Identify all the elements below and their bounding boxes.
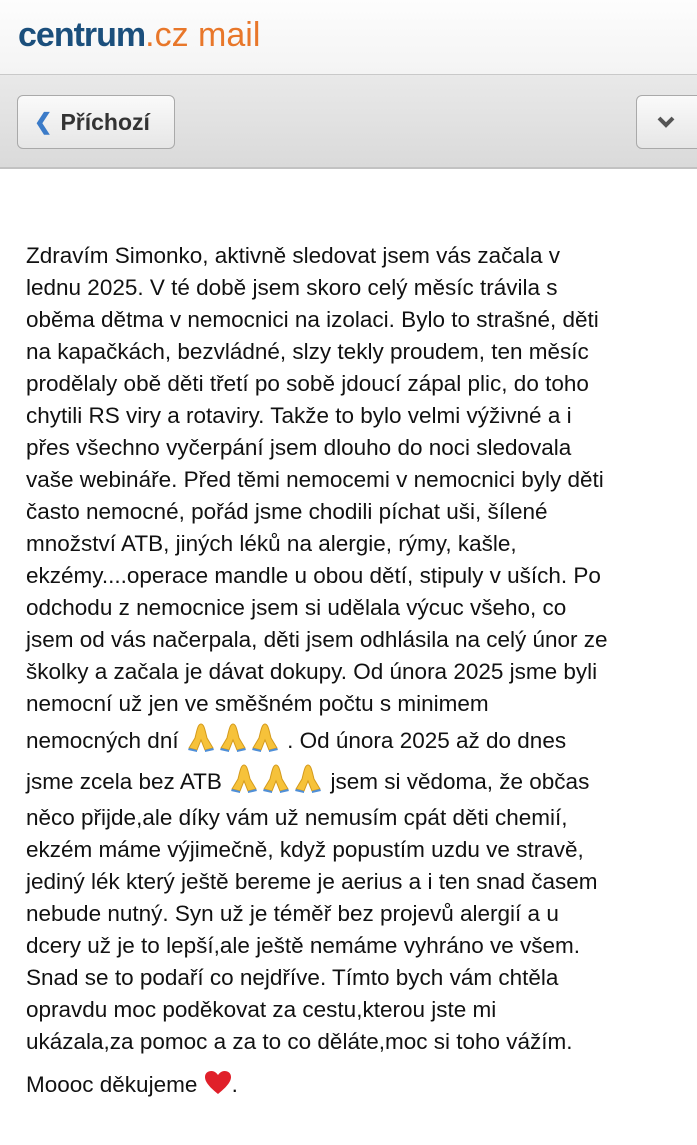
message-line: vaše webináře. Před těmi nemocemi v nemocnici byly děti bbox=[26, 467, 604, 492]
message-line: jediný lék který ještě bereme je aerius a i ten snad časem bbox=[26, 869, 598, 894]
folded-hands-icon bbox=[249, 728, 281, 753]
chevron-down-icon bbox=[657, 116, 675, 128]
message-line: přes všechno vyčerpání jsem dlouho do noci sledovala bbox=[26, 435, 572, 460]
folded-hands-icon bbox=[260, 769, 292, 794]
text: . bbox=[231, 1072, 238, 1097]
message-line: nebude nutný. Syn už je téměř bez projevů alergií a u bbox=[26, 901, 559, 926]
more-options-button[interactable] bbox=[636, 95, 697, 149]
message-line: nemocní už jen ve směšném počtu s minimem bbox=[26, 691, 489, 716]
message-line: množství ATB, jiných léků na alergie, rýmy, kašle, bbox=[26, 531, 517, 556]
message-line: ekzémy....operace mandle u obou dětí, stipuly v uších. Po bbox=[26, 563, 601, 588]
back-to-inbox-button[interactable] bbox=[17, 95, 175, 149]
message-line bbox=[26, 761, 608, 802]
message-line: lednu 2025. V té době jsem skoro celý měsíc trávila s bbox=[26, 275, 558, 300]
message-line: jsem od vás načerpala, děti jsem odhlásila na celý únor ze bbox=[26, 627, 608, 652]
text: Moooc děkujeme bbox=[26, 1072, 198, 1097]
chevron-left-icon: ❮ bbox=[34, 109, 53, 134]
folded-hands-icon bbox=[228, 769, 260, 794]
message-line: odchodu z nemocnice jsem si udělala výcuc všeho, co bbox=[26, 595, 567, 620]
folded-hands-icon bbox=[292, 769, 324, 794]
message-line: chytili RS viry a rotaviry. Takže to bylo velmi výživné a i bbox=[26, 403, 572, 428]
folded-hands-icon bbox=[185, 728, 217, 753]
text: . Od února 2025 až do dnes bbox=[287, 728, 567, 753]
message-line: ekzém máme výjimečně, když popustím uzdu ve stravě, bbox=[26, 837, 584, 862]
message-line: školky a začala je dávat dokupy. Od února 2025 jsme byli bbox=[26, 659, 598, 684]
message-line: dcery už je to lepší,ale ještě nemáme vyhráno ve všem. bbox=[26, 933, 581, 958]
text: jsme zcela bez ATB bbox=[26, 769, 222, 794]
message-line: něco přijde,ale díky vám už nemusím cpát děti chemií, bbox=[26, 805, 568, 830]
message-line: na kapačkách, bezvládné, slzy tekly proudem, ten měsíc bbox=[26, 339, 589, 364]
message-line: opravdu moc poděkovat za cestu,kterou jste mi bbox=[26, 997, 497, 1022]
logo-main: centrum bbox=[18, 16, 146, 54]
centrum-mail-logo[interactable] bbox=[18, 16, 260, 55]
text: jsem si vědoma, že občas bbox=[330, 769, 590, 794]
message-line: Snad se to podaří co nejdříve. Tímto bych vám chtěla bbox=[26, 965, 559, 990]
message-line: Zdravím Simonko, aktivně sledovat jsem vás začala v bbox=[26, 243, 560, 268]
text: nemocných dní bbox=[26, 728, 179, 753]
red-heart-icon bbox=[204, 1072, 232, 1097]
message-closing bbox=[26, 1064, 608, 1105]
message-line: často nemocné, pořád jsme chodili píchat uši, šílené bbox=[26, 499, 548, 524]
message-line: oběma dětma v nemocnici na izolaci. Bylo to strašné, děti bbox=[26, 307, 599, 332]
logo-suffix: .cz mail bbox=[145, 16, 261, 54]
message-line: ukázala,za pomoc a za to co děláte,moc si toho vážím. bbox=[26, 1029, 573, 1054]
message-line bbox=[26, 720, 608, 761]
message-body bbox=[26, 240, 608, 1105]
back-label: Příchozí bbox=[60, 108, 150, 135]
app-header bbox=[0, 0, 697, 75]
toolbar bbox=[0, 75, 697, 169]
message-line: prodělaly obě děti třetí po sobě jdoucí zápal plic, do toho bbox=[26, 371, 589, 396]
folded-hands-icon bbox=[217, 728, 249, 753]
